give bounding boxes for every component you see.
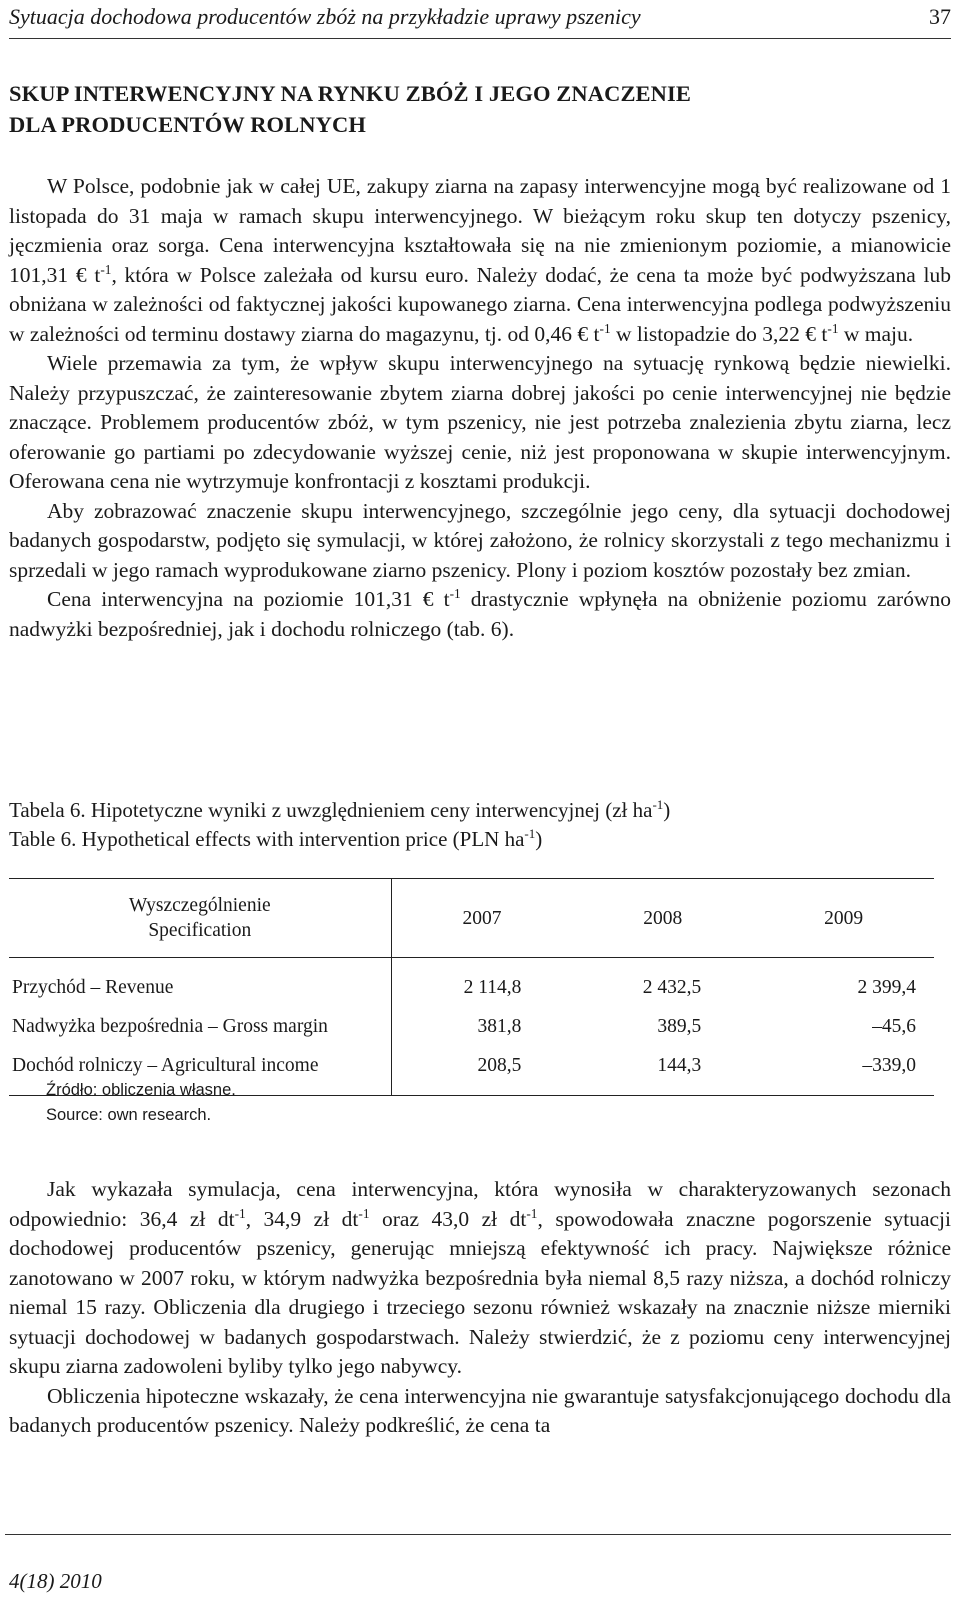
table-cell: 2 399,4 [857, 976, 916, 998]
table-caption [9, 796, 670, 854]
table-cell: 144,3 [572, 1046, 753, 1096]
stub-header-en: Specification [148, 920, 252, 941]
row-label: Dochód rolniczy – Agricultural income [9, 1046, 391, 1096]
superscript: -1 [234, 1205, 246, 1221]
source-en: Source: own research. [46, 1106, 212, 1124]
text-run: w listopadzie do 3,22 € t [610, 321, 828, 346]
superscript: -1 [827, 320, 839, 336]
text-run: ) [535, 827, 543, 851]
paragraph [9, 585, 951, 644]
paragraph [9, 1175, 951, 1382]
row-label: Nadwyżka bezpośrednia – Gross margin [9, 1007, 391, 1046]
superscript: -1 [449, 585, 461, 601]
row-label: Przychód – Revenue [9, 958, 391, 1008]
text-run: Cena interwencyjna na poziomie 101,31 € t [47, 587, 450, 611]
table-cell: –339,0 [753, 1046, 934, 1096]
table-cell: 2 432,5 [642, 976, 702, 998]
text-run: Tabela 6. Hipotetyczne wyniki z uwzględnieniem ceny interwencyjnej (zł ha [9, 798, 653, 822]
superscript: -1 [599, 320, 611, 336]
table-row [9, 1007, 934, 1046]
paragraph: Obliczenia hipoteczne wskazały, że cena interwencyjna nie gwarantuje satysfakcjonującego dochodu dla badanych producentów pszenicy. Należy podkreślić, że cena ta [9, 1383, 951, 1437]
page-footer [5, 1534, 951, 1607]
superscript: -1 [652, 797, 664, 812]
table-cell: –45,6 [872, 1015, 916, 1037]
table-source [46, 1078, 236, 1128]
table-cell: 389,5 [657, 1015, 702, 1037]
paragraph [9, 172, 951, 349]
text-run: , spowodowała znaczne pogorszenie sytuacji dochodowej producentów pszenicy, generując mniejszą efektywność ich pracy. Największe różnice zanotowano w 2007 roku, w którym nadwyżka bezpośrednia była niemal 8,5 razy niższa, a dochód rolniczy niemal 15 razy. Obliczenia dla drugiego i trzeciego sezonu również wskazały na znacznie niższe mierniki sytuacji dochodowej w badanych gospodarstwach. Należy stwierdzić, że z poziomu ceny interwencyjnej skupu ziarna zadowoleni byliby tylko jego nabywcy. [9, 1206, 951, 1378]
text-run: Jak wykazała symulacja, cena interwencyjna, która wynosiła w charakteryzowanych sezonach odpowiednio: 36,4 zł dt [9, 1177, 951, 1231]
table-cell: 208,5 [391, 1046, 572, 1096]
text-run: w maju. [838, 321, 914, 346]
year-header: 2008 [572, 879, 753, 958]
text-run: , 34,9 zł dt [245, 1206, 359, 1231]
year-header: 2009 [753, 879, 934, 958]
paragraph: Aby zobrazować znaczenie skupu interwencyjnego, szczególnie jego ceny, dla sytuacji dochodowej badanych gospodarstw, podjęto się symulacji, w której założono, że rolnicy skorzystali z tego mechanizmu i sprzedali w jego ramach wyprodukowane ziarno pszenicy. Plony i poziom kosztów pozostały bez zmian. [9, 498, 951, 582]
superscript: -1 [358, 1205, 370, 1221]
issue-number: 4(18) 2010 [9, 1569, 102, 1593]
text-run: W Polsce, podobnie jak w całej UE, zakupy ziarna na zapasy interwencyjne mogą być realizowane od 1 listopada do 31 maja w ramach skupu interwencyjnego. W bieżącym roku skup ten dotyczy pszenicy, jęczmienia oraz sorga. Cena interwencyjna kształtowała się na nie zmienionym poziomie, a mianowicie 101,31 € t [9, 174, 951, 287]
year-header: 2007 [391, 879, 572, 958]
body-text-lower [9, 1175, 951, 1441]
superscript: -1 [524, 826, 536, 841]
section-heading [9, 78, 949, 140]
paragraph: Wiele przemawia za tym, że wpływ skupu interwencyjnego na sytuację rynkową będzie niewielki. Należy przypuszczać, że zainteresowanie zbytem ziarna dobrej jakości po cenie interwencyjnej nie będzie znaczące. Problemem producentów zbóż, w tym pszenicy, nie jest potrzeba znalezienia zbytu ziarna, lecz oferowanie go partiami po zdecydowanie wyższej cenie, niż jest proponowana w skupie interwencyjnym. Oferowana cena nie wytrzymuje konfrontacji z kosztami produkcji. [9, 351, 951, 493]
running-header [9, 2, 951, 39]
section-heading-line-1: SKUP INTERWENCYJNY NA RYNKU ZBÓŻ I JEGO ZNACZENIE [9, 81, 691, 106]
page-number: 37 [929, 4, 951, 29]
running-title: Sytuacja dochodowa producentów zbóż na przykładzie uprawy pszenicy [9, 4, 641, 29]
text-run: oraz 43,0 zł dt [369, 1206, 527, 1231]
source-pl: Źródło: obliczenia własne. [46, 1081, 236, 1099]
table-header-row [9, 879, 934, 958]
superscript: -1 [100, 261, 112, 277]
results-table [9, 878, 934, 1096]
body-text-upper [9, 172, 951, 644]
table-cell: 2 114,8 [463, 976, 522, 998]
table-caption-pl [9, 796, 670, 825]
table-cell: 381,8 [477, 1015, 522, 1037]
stub-header [9, 879, 391, 958]
text-run: drastycznie wpłynęła na obniżenie poziomu zarówno nadwyżki bezpośredniej, jak i dochodu rolniczego (tab. 6). [9, 587, 951, 641]
text-run: ) [663, 798, 671, 822]
text-run: Table 6. Hypothetical effects with intervention price (PLN ha [9, 827, 525, 851]
text-run: , która w Polsce zależała od kursu euro. Należy dodać, że cena ta może być podwyższana lub obniżana w zależności od faktycznej jakości kupowanego ziarna. Cena interwencyjna podlega podwyższeniu w zależności od terminu dostawy ziarna do magazynu, tj. od 0,46 € t [9, 262, 951, 346]
stub-header-pl: Wyszczególnienie [128, 895, 271, 916]
table-caption-en [9, 825, 670, 854]
superscript: -1 [526, 1205, 538, 1221]
table-row [9, 958, 934, 1008]
section-heading-line-2: DLA PRODUCENTÓW ROLNYCH [9, 112, 366, 137]
